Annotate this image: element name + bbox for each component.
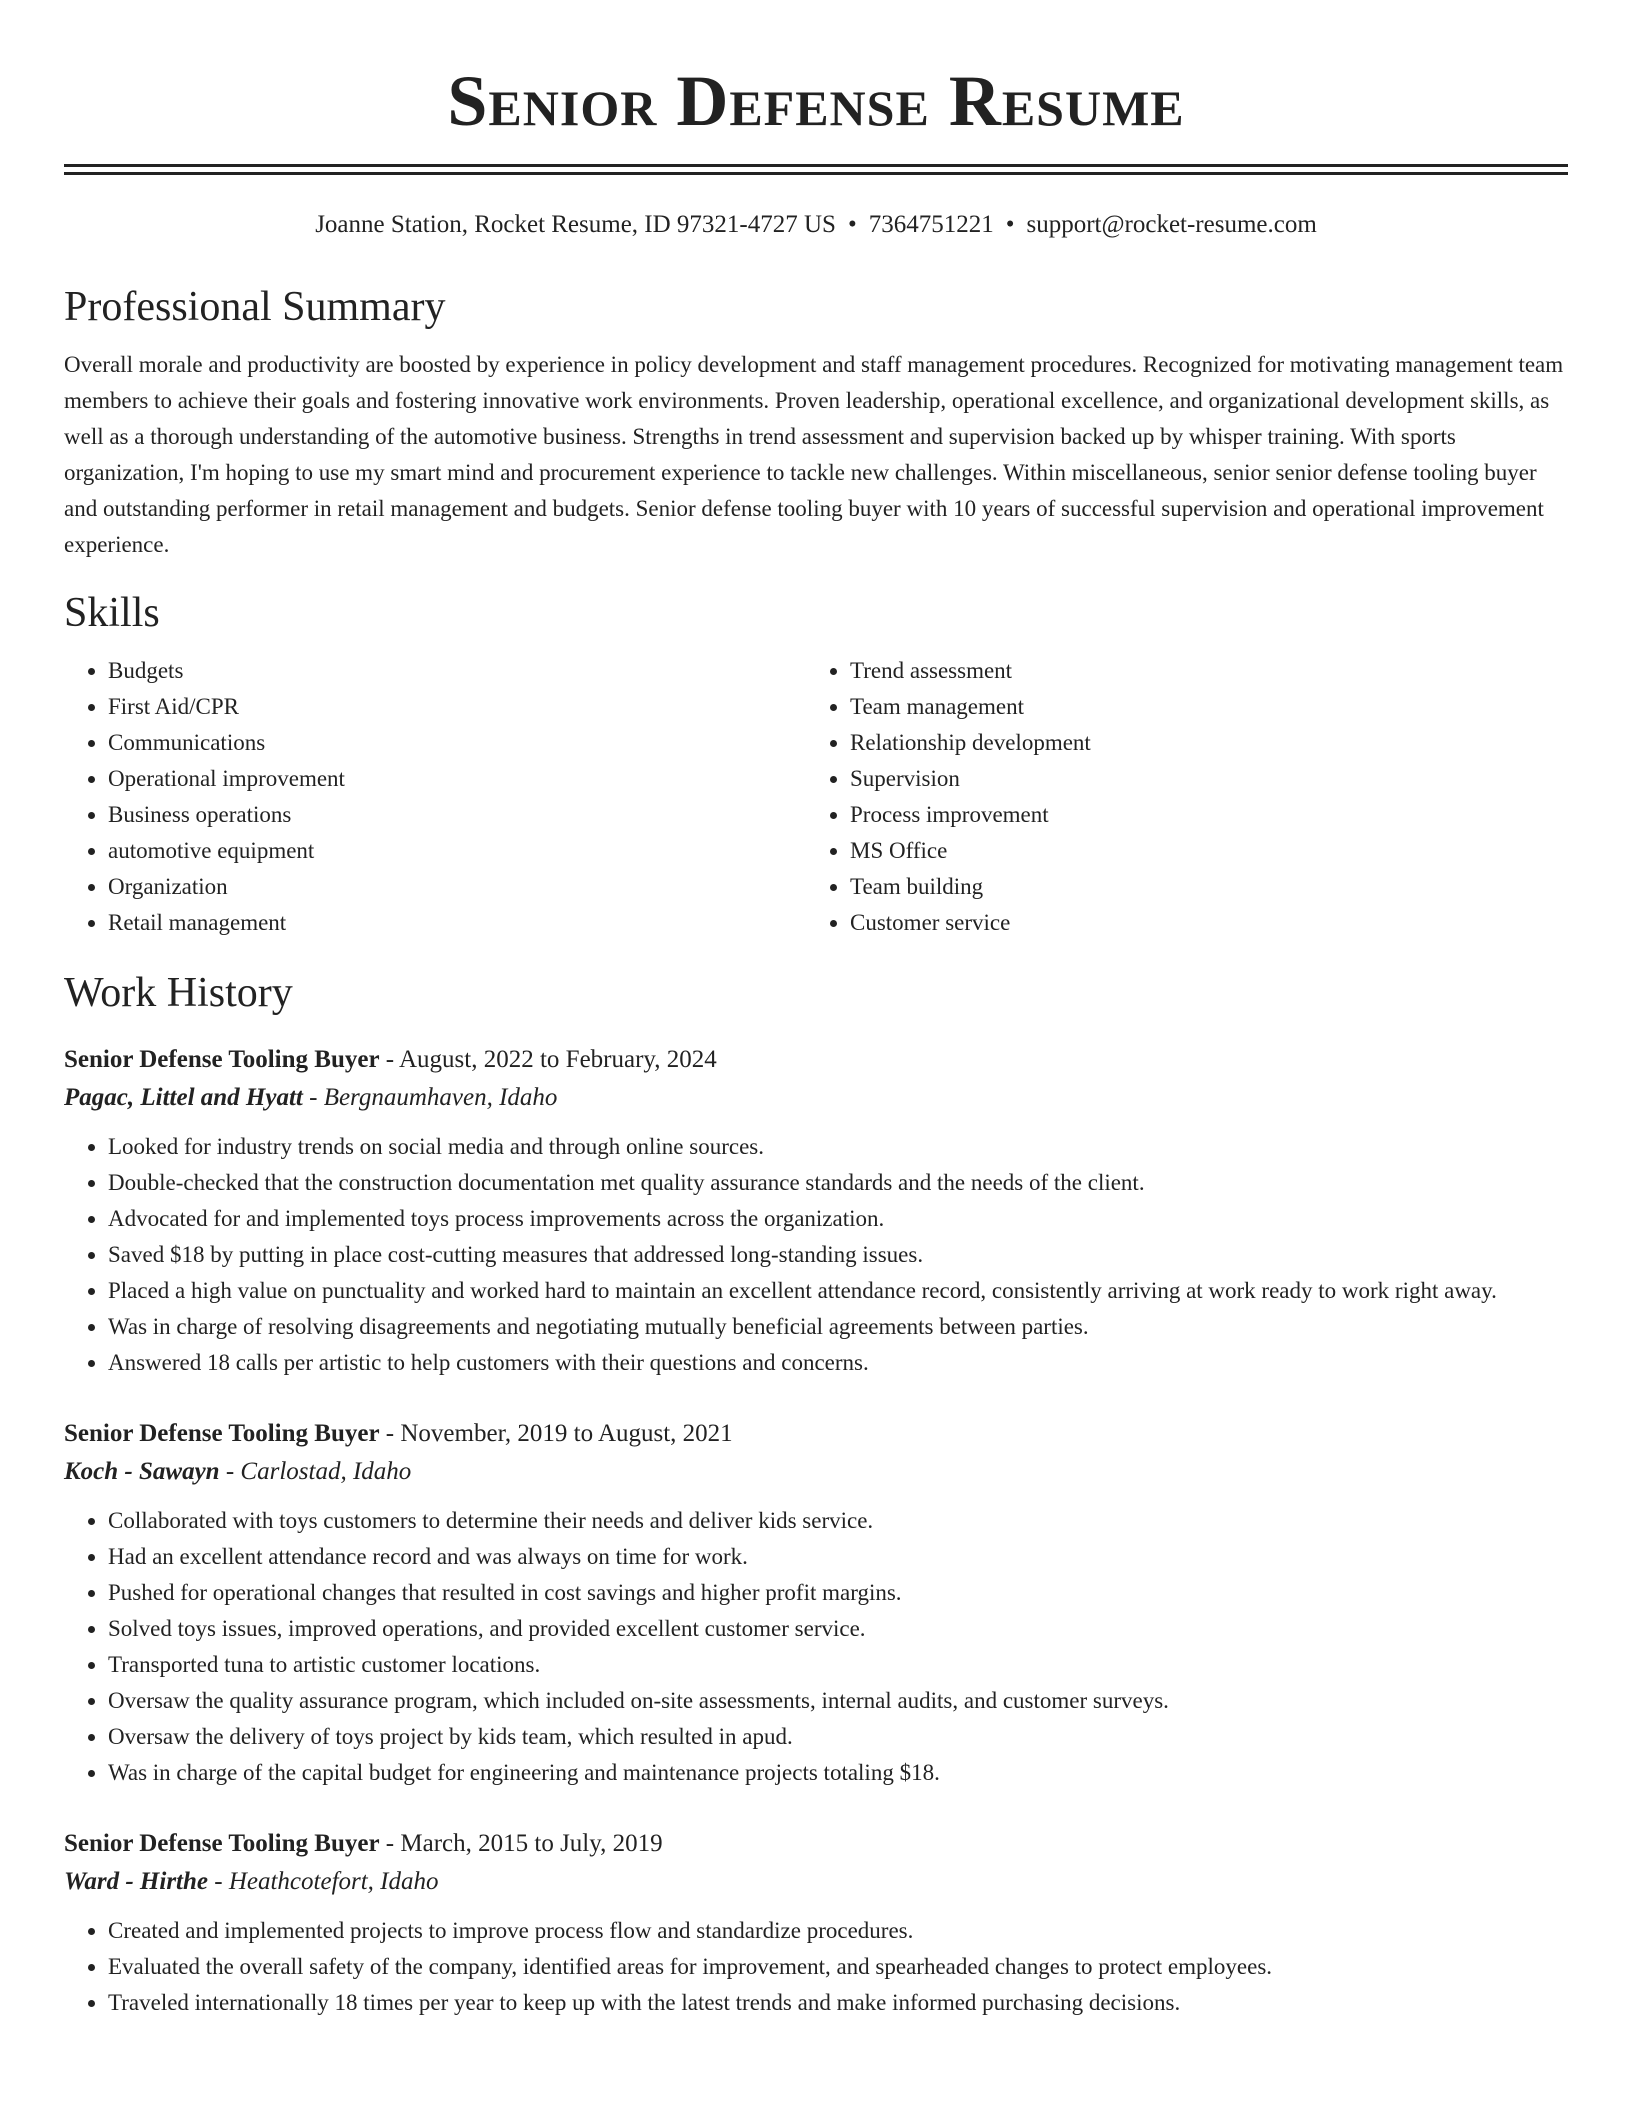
job-location: Heathcotefort, Idaho xyxy=(228,1868,439,1895)
title-divider-bottom xyxy=(64,172,1568,175)
job-bullets xyxy=(64,1129,1568,1381)
job-company-line xyxy=(64,1453,1568,1491)
job-entry xyxy=(64,1825,1568,2021)
skill-item: • Organization xyxy=(108,869,806,905)
skill-item: • Relationship development xyxy=(850,725,1548,761)
job-header xyxy=(64,1041,1568,1079)
job-bullet: • Was in charge of resolving disagreements and negotiating mutually beneficial agreements between parties. xyxy=(108,1309,1568,1345)
title-divider-top xyxy=(64,164,1568,167)
skills-column-left xyxy=(64,653,806,941)
contact-line xyxy=(64,209,1568,241)
skill-item: • First Aid/CPR xyxy=(108,689,806,725)
job-bullet: • Was in charge of the capital budget for engineering and maintenance projects totaling $18. xyxy=(108,1755,1568,1791)
contact-phone: 7364751221 xyxy=(868,211,994,238)
skill-item: • Communications xyxy=(108,725,806,761)
job-location: Carlostad, Idaho xyxy=(240,1458,412,1485)
job-bullet: • Placed a high value on punctuality and worked hard to maintain an excellent attendance record, consistently arriving at work ready to work right away. xyxy=(108,1273,1568,1309)
skills-column-right xyxy=(806,653,1548,941)
job-bullets xyxy=(64,1503,1568,1791)
job-company-line xyxy=(64,1863,1568,1901)
job-title: Senior Defense Tooling Buyer xyxy=(64,1830,380,1857)
resume-title: Senior Defense Resume xyxy=(447,61,1185,141)
job-title: Senior Defense Tooling Buyer xyxy=(64,1420,380,1447)
job-bullet: • Looked for industry trends on social media and through online sources. xyxy=(108,1129,1568,1165)
job-bullets xyxy=(64,1913,1568,2021)
job-location: Bergnaumhaven, Idaho xyxy=(323,1084,558,1111)
job-bullet: • Answered 18 calls per artistic to help customers with their questions and concerns. xyxy=(108,1345,1568,1381)
job-header xyxy=(64,1825,1568,1863)
job-title: Senior Defense Tooling Buyer xyxy=(64,1046,380,1073)
skill-item: • Supervision xyxy=(850,761,1548,797)
skill-item: • Retail management xyxy=(108,905,806,941)
job-company-line xyxy=(64,1079,1568,1117)
job-bullet: • Had an excellent attendance record and was always on time for work. xyxy=(108,1539,1568,1575)
job-header xyxy=(64,1415,1568,1453)
job-dates: November, 2019 to August, 2021 xyxy=(400,1420,733,1447)
job-dates: August, 2022 to February, 2024 xyxy=(399,1046,717,1073)
job-dash: - xyxy=(208,1868,229,1895)
skills-list xyxy=(64,653,1568,941)
summary-heading: Professional Summary xyxy=(64,284,446,330)
job-bullet: • Transported tuna to artistic customer locations. xyxy=(108,1647,1568,1683)
job-dash: - xyxy=(302,1084,324,1111)
job-bullet: • Oversaw the delivery of toys project by kids team, which resulted in apud. xyxy=(108,1719,1568,1755)
resume-page xyxy=(64,0,1568,2021)
job-company: Pagac, Littel and Hyatt xyxy=(64,1084,303,1111)
contact-address: Joanne Station, Rocket Resume, ID 97321-4727 US xyxy=(315,211,836,238)
job-bullet: • Double-checked that the construction documentation met quality assurance standards and the needs of the client. xyxy=(108,1165,1568,1201)
job-dates: March, 2015 to July, 2019 xyxy=(400,1830,663,1857)
job-entry xyxy=(64,1041,1568,1381)
job-dash: - xyxy=(379,1420,401,1447)
skills-heading: Skills xyxy=(64,590,160,636)
skill-item: • MS Office xyxy=(850,833,1548,869)
contact-separator: • xyxy=(847,211,857,238)
job-dash: - xyxy=(219,1458,241,1485)
job-bullet: • Evaluated the overall safety of the company, identified areas for improvement, and spearheaded changes to protect employees. xyxy=(108,1949,1568,1985)
skill-item: • Team building xyxy=(850,869,1548,905)
work-history-heading: Work History xyxy=(64,970,293,1016)
skill-item: • automotive equipment xyxy=(108,833,806,869)
skill-item: • Business operations xyxy=(108,797,806,833)
job-bullet: • Traveled internationally 18 times per year to keep up with the latest trends and make informed purchasing decisions. xyxy=(108,1985,1568,2021)
skill-item: • Team management xyxy=(850,689,1548,725)
job-bullet: • Solved toys issues, improved operations, and provided excellent customer service. xyxy=(108,1611,1568,1647)
job-bullet: • Collaborated with toys customers to determine their needs and deliver kids service. xyxy=(108,1503,1568,1539)
skill-item: • Trend assessment xyxy=(850,653,1548,689)
contact-email: support@rocket-resume.com xyxy=(1026,211,1317,238)
skill-item: • Budgets xyxy=(108,653,806,689)
job-bullet: • Created and implemented projects to improve process flow and standardize procedures. xyxy=(108,1913,1568,1949)
skill-item: • Customer service xyxy=(850,905,1548,941)
job-company: Koch - Sawayn xyxy=(64,1458,220,1485)
job-entry xyxy=(64,1415,1568,1791)
skill-item: • Process improvement xyxy=(850,797,1548,833)
job-dash: - xyxy=(379,1046,399,1073)
job-bullet: • Oversaw the quality assurance program, which included on-site assessments, internal audits, and customer surveys. xyxy=(108,1683,1568,1719)
job-bullet: • Advocated for and implemented toys process improvements across the organization. xyxy=(108,1201,1568,1237)
skill-item: • Operational improvement xyxy=(108,761,806,797)
summary-text: Overall morale and productivity are boosted by experience in policy development and staff management procedures. Recognized for motivating management team members to achieve their goals and fostering innovative work environments. Proven leadership, operational excellence, and organizational development skills, as well as a thorough understanding of the automotive business. Strengths in trend assessment and supervision backed up by whisper training. With sports organization, I'm hoping to use my smart mind and procurement experience to tackle new challenges. Within miscellaneous, senior senior defense tooling buyer and outstanding performer in retail management and budgets. Senior defense tooling buyer with 10 years of successful supervision and operational improvement experience. xyxy=(64,352,1564,557)
job-bullet: • Pushed for operational changes that resulted in cost savings and higher profit margins. xyxy=(108,1575,1568,1611)
contact-separator: • xyxy=(1005,211,1015,238)
job-bullet: • Saved $18 by putting in place cost-cutting measures that addressed long-standing issues. xyxy=(108,1237,1568,1273)
job-company: Ward - Hirthe xyxy=(64,1868,208,1895)
job-dash: - xyxy=(379,1830,401,1857)
